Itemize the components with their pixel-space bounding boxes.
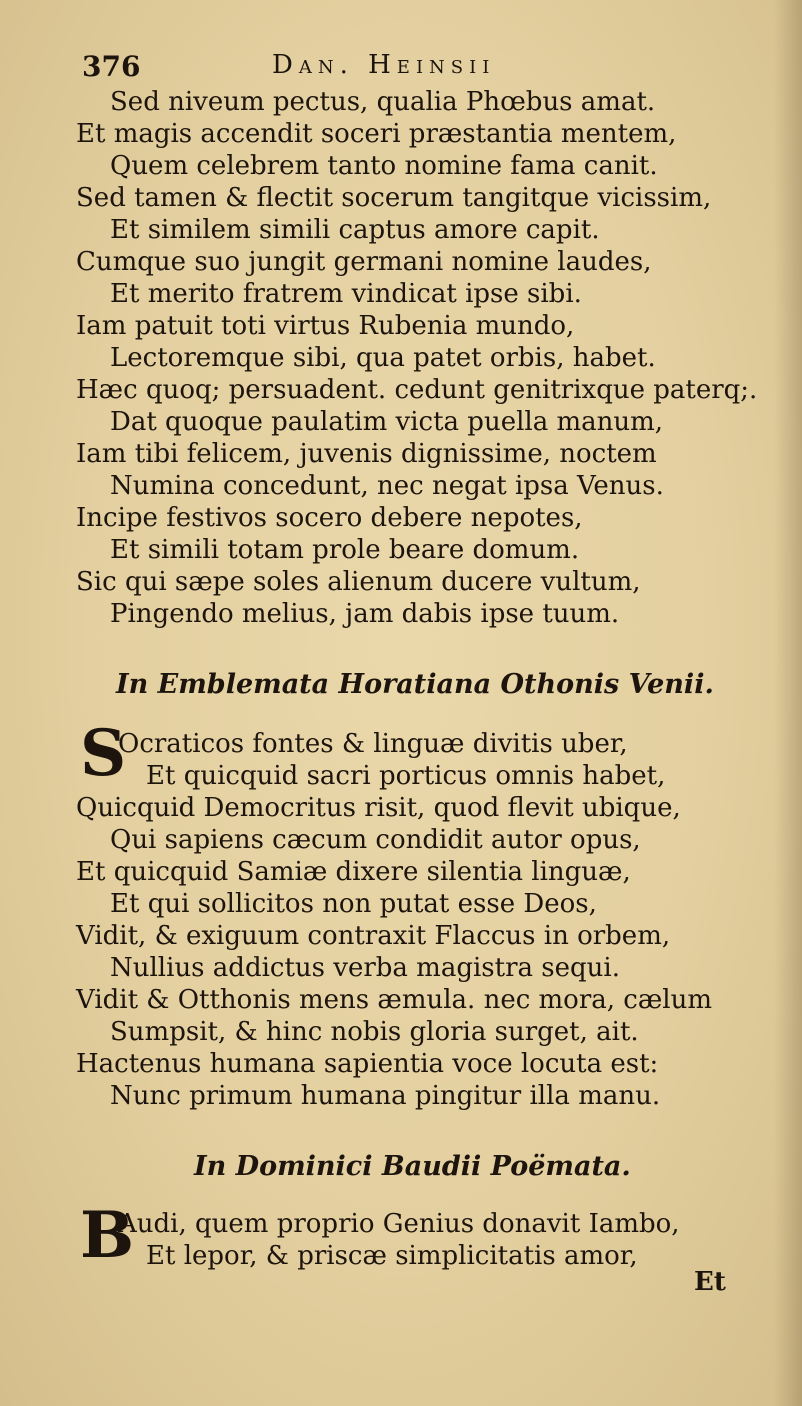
verse-line: Et lepor, & priscæ simplicitatis amor, [146,1241,638,1271]
verse-line: Quem celebrem tanto nomine fama canit. [110,151,658,181]
verse-line: Incipe festivos socero debere nepotes, [76,503,583,533]
verse-line: Et quicquid sacri porticus omnis habet, [146,761,666,791]
verse-line: Lectoremque sibi, qua patet orbis, habet. [110,343,656,373]
verse-line: Sed tamen & flectit socerum tangitque vicissim, [76,183,712,213]
verse-line: Qui sapiens cæcum condidit autor opus, [110,825,641,855]
verse-line: Hæc quoq; persuadent. cedunt genitrixque paterq;. [76,375,758,405]
drop-cap: B [80,1198,135,1273]
verse-line: Dat quoque paulatim victa puella manum, [110,407,664,437]
page-header [82,50,562,86]
verse-line: Pingendo melius, jam dabis ipse tuum. [110,599,620,629]
verse-line: Vidit & Otthonis mens æmula. nec mora, cælum [76,985,713,1015]
running-head: Dan. Heinsii [272,50,496,80]
verse-line: Et quicquid Samiæ dixere silentia linguæ, [76,857,631,887]
verse-line: Et magis accendit soceri præstantia mentem, [76,119,677,149]
verse-line: Sumpsit, & hinc nobis gloria surget, ait. [110,1017,639,1047]
verse-line: Nullius addictus verba magistra sequi. [110,953,620,983]
catchword: Et [694,1267,726,1297]
verse-line: Audi, quem proprio Genius donavit Iambo, [118,1209,680,1239]
verse-line: Iam patuit toti virtus Rubenia mundo, [76,311,575,341]
verse-line: Sed niveum pectus, qualia Phœbus amat. [110,87,656,117]
verse-line: Iam tibi felicem, juvenis dignissime, noctem [76,439,657,469]
page-number: 376 [82,50,141,83]
poem-title: In Dominici Baudii Poëmata. [194,1151,631,1182]
verse-line: Et qui sollicitos non putat esse Deos, [110,889,597,919]
verse-line: Vidit, & exiguum contraxit Flaccus in orbem, [76,921,671,951]
verse-line: Quicquid Democritus risit, quod flevit ubique, [76,793,681,823]
verse-line: Et merito fratrem vindicat ipse sibi. [110,279,582,309]
verse-line: Cumque suo jungit germani nomine laudes, [76,247,652,277]
verse-line: Et simili totam prole beare domum. [110,535,580,565]
verse-line: Numina concedunt, nec negat ipsa Venus. [110,471,664,501]
verse-line: Nunc primum humana pingitur illa manu. [110,1081,661,1111]
drop-cap: S [80,716,127,791]
page-edge-shadow [774,0,802,1406]
poem-title: In Emblemata Horatiana Othonis Venii. [116,669,714,700]
verse-line: Sic qui sæpe soles alienum ducere vultum, [76,567,641,597]
verse-line: Hactenus humana sapientia voce locuta est: [76,1049,659,1079]
verse-line: Ocraticos fontes & linguæ divitis uber, [118,729,628,759]
verse-line: Et similem simili captus amore capit. [110,215,600,245]
